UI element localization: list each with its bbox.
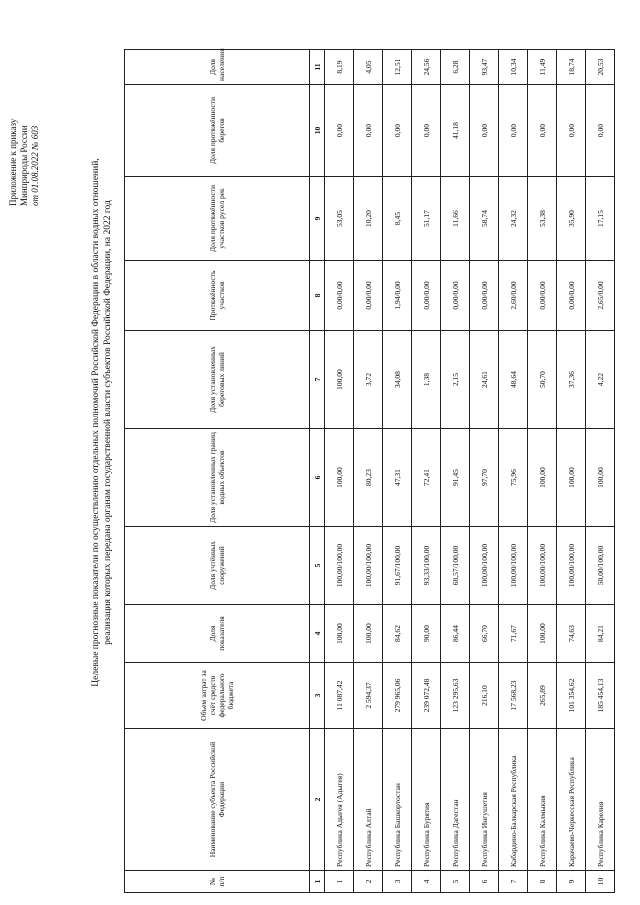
cell-share: 71,67 bbox=[499, 605, 528, 663]
cell-facilities: 100,00/100,00 bbox=[557, 527, 586, 605]
table-row bbox=[383, 50, 412, 893]
cell-bank-share: 0,00 bbox=[557, 85, 586, 177]
table-row bbox=[557, 50, 586, 893]
column-number: 6 bbox=[310, 429, 325, 527]
cell-share: 100,00 bbox=[354, 605, 383, 663]
row-number: 10 bbox=[586, 871, 615, 893]
cell-length: 0,00/0,00 bbox=[354, 261, 383, 331]
appendix-line-1: Приложение к приказу bbox=[8, 118, 18, 206]
appendix-number: 603 bbox=[30, 125, 40, 140]
cell-length: 0,00/0,00 bbox=[412, 261, 441, 331]
row-number: 8 bbox=[528, 871, 557, 893]
column-header: Доля показателя bbox=[125, 605, 310, 663]
row-number: 1 bbox=[325, 871, 354, 893]
appendix-block bbox=[8, 26, 41, 206]
cell-budget: 216,10 bbox=[470, 663, 499, 729]
cell-length: 2,60/0,00 bbox=[499, 261, 528, 331]
column-number: 4 bbox=[310, 605, 325, 663]
cell-population-share: 18,74 bbox=[557, 50, 586, 85]
column-number: 10 bbox=[310, 85, 325, 177]
cell-river-share: 10,20 bbox=[354, 177, 383, 261]
cell-shorelines: 37,36 bbox=[557, 331, 586, 429]
cell-river-share: 17,15 bbox=[586, 177, 615, 261]
column-header: Доля учтённых сооружений bbox=[125, 527, 310, 605]
column-header: № п/п bbox=[125, 871, 310, 893]
column-number: 3 bbox=[310, 663, 325, 729]
cell-population-share: 11,49 bbox=[528, 50, 557, 85]
region-name: Республика Адыгея (Адыгея) bbox=[325, 729, 354, 871]
cell-boundaries: 97,70 bbox=[470, 429, 499, 527]
column-number: 1 bbox=[310, 871, 325, 893]
cell-facilities: 100,00/100,00 bbox=[499, 527, 528, 605]
cell-river-share: 53,05 bbox=[325, 177, 354, 261]
cell-boundaries: 100,00 bbox=[528, 429, 557, 527]
appendix-date-line bbox=[30, 26, 41, 206]
column-header: Доля установленных береговых линий bbox=[125, 331, 310, 429]
cell-population-share: 93,47 bbox=[470, 50, 499, 85]
row-number: 2 bbox=[354, 871, 383, 893]
cell-budget: 265,89 bbox=[528, 663, 557, 729]
cell-facilities: 50,00/100,00 bbox=[586, 527, 615, 605]
cell-facilities: 100,00/100,00 bbox=[470, 527, 499, 605]
cell-budget: 11 087,42 bbox=[325, 663, 354, 729]
table-row bbox=[412, 50, 441, 893]
appendix-line-2: Минприроды России bbox=[19, 125, 29, 206]
column-number: 7 bbox=[310, 331, 325, 429]
cell-bank-share: 0,00 bbox=[383, 85, 412, 177]
cell-share: 84,21 bbox=[586, 605, 615, 663]
cell-river-share: 24,32 bbox=[499, 177, 528, 261]
row-number: 6 bbox=[470, 871, 499, 893]
column-number: 5 bbox=[310, 527, 325, 605]
cell-facilities: 100,00/100,00 bbox=[325, 527, 354, 605]
row-number: 5 bbox=[441, 871, 470, 893]
cell-facilities: 100,00/100,00 bbox=[354, 527, 383, 605]
cell-shorelines: 24,61 bbox=[470, 331, 499, 429]
cell-length: 0,00/0,00 bbox=[557, 261, 586, 331]
document-title bbox=[90, 40, 114, 805]
cell-shorelines: 3,72 bbox=[354, 331, 383, 429]
cell-population-share: 8,19 bbox=[325, 50, 354, 85]
cell-facilities: 93,33/100,00 bbox=[412, 527, 441, 605]
cell-share: 74,63 bbox=[557, 605, 586, 663]
number-prefix: № bbox=[30, 141, 40, 150]
date-prefix: от bbox=[30, 195, 40, 206]
column-header: Протяжённость участков bbox=[125, 261, 310, 331]
table-row bbox=[325, 50, 354, 893]
column-header: Доля установленных границ водных объектов bbox=[125, 429, 310, 527]
cell-share: 66,70 bbox=[470, 605, 499, 663]
cell-shorelines: 100,00 bbox=[325, 331, 354, 429]
cell-length: 0,00/0,00 bbox=[441, 261, 470, 331]
cell-length: 2,65/0,00 bbox=[586, 261, 615, 331]
column-numbering-row bbox=[310, 50, 325, 893]
cell-river-share: 53,38 bbox=[528, 177, 557, 261]
cell-bank-share: 0,00 bbox=[354, 85, 383, 177]
cell-boundaries: 100,00 bbox=[586, 429, 615, 527]
cell-length: 0,00/0,00 bbox=[528, 261, 557, 331]
column-header: Доля протяжённости участков русел рек bbox=[125, 177, 310, 261]
cell-river-share: 58,74 bbox=[470, 177, 499, 261]
appendix-date: 01.08.2022 bbox=[30, 152, 40, 193]
cell-share: 86,44 bbox=[441, 605, 470, 663]
column-header: Объем затрат за счёт средств федерального бюджета bbox=[125, 663, 310, 729]
column-number: 2 bbox=[310, 729, 325, 871]
cell-budget: 2 594,37 bbox=[354, 663, 383, 729]
region-name: Кабардино-Балкарская Республика bbox=[499, 729, 528, 871]
cell-budget: 123 295,63 bbox=[441, 663, 470, 729]
cell-budget: 185 454,13 bbox=[586, 663, 615, 729]
table-row bbox=[441, 50, 470, 893]
cell-shorelines: 34,08 bbox=[383, 331, 412, 429]
cell-river-share: 51,17 bbox=[412, 177, 441, 261]
row-number: 4 bbox=[412, 871, 441, 893]
region-name: Республика Бурятия bbox=[412, 729, 441, 871]
cell-share: 100,00 bbox=[325, 605, 354, 663]
cell-shorelines: 1,38 bbox=[412, 331, 441, 429]
table-row bbox=[499, 50, 528, 893]
cell-shorelines: 50,70 bbox=[528, 331, 557, 429]
table-row bbox=[586, 50, 615, 893]
cell-bank-share: 41,18 bbox=[441, 85, 470, 177]
cell-budget: 101 354,62 bbox=[557, 663, 586, 729]
row-number: 3 bbox=[383, 871, 412, 893]
cell-bank-share: 0,00 bbox=[586, 85, 615, 177]
region-name: Республика Ингушетия bbox=[470, 729, 499, 871]
cell-budget: 17 568,23 bbox=[499, 663, 528, 729]
column-header: Доля населения bbox=[125, 50, 310, 85]
cell-river-share: 35,90 bbox=[557, 177, 586, 261]
region-name: Республика Алтай bbox=[354, 729, 383, 871]
table-row bbox=[470, 50, 499, 893]
cell-boundaries: 75,96 bbox=[499, 429, 528, 527]
cell-shorelines: 4,22 bbox=[586, 331, 615, 429]
column-number: 11 bbox=[310, 50, 325, 85]
cell-bank-share: 0,00 bbox=[499, 85, 528, 177]
cell-boundaries: 80,23 bbox=[354, 429, 383, 527]
cell-length: 1,94/0,00 bbox=[383, 261, 412, 331]
column-header: Наименование субъекта Российской Федерации bbox=[125, 729, 310, 871]
cell-population-share: 24,56 bbox=[412, 50, 441, 85]
column-number: 8 bbox=[310, 261, 325, 331]
cell-length: 0,00/0,00 bbox=[470, 261, 499, 331]
cell-population-share: 20,53 bbox=[586, 50, 615, 85]
title-line-2: реализация которых передана органам государственной власти субъектов Российской Федерации, на 2022 год bbox=[103, 200, 113, 645]
cell-boundaries: 91,45 bbox=[441, 429, 470, 527]
cell-shorelines: 48,64 bbox=[499, 331, 528, 429]
region-name: Республика Башкортостан bbox=[383, 729, 412, 871]
cell-facilities: 100,00/100,00 bbox=[528, 527, 557, 605]
header-row bbox=[125, 50, 310, 893]
indicators-table bbox=[124, 49, 615, 893]
region-name: Республика Калмыкия bbox=[528, 729, 557, 871]
cell-river-share: 8,45 bbox=[383, 177, 412, 261]
cell-boundaries: 100,00 bbox=[557, 429, 586, 527]
row-number: 9 bbox=[557, 871, 586, 893]
cell-bank-share: 0,00 bbox=[325, 85, 354, 177]
cell-population-share: 4,05 bbox=[354, 50, 383, 85]
region-name: Карачаево-Черкесская Республика bbox=[557, 729, 586, 871]
cell-budget: 279 965,06 bbox=[383, 663, 412, 729]
column-number: 9 bbox=[310, 177, 325, 261]
cell-river-share: 11,66 bbox=[441, 177, 470, 261]
cell-facilities: 91,67/100,00 bbox=[383, 527, 412, 605]
table-row bbox=[528, 50, 557, 893]
cell-share: 84,62 bbox=[383, 605, 412, 663]
cell-population-share: 12,51 bbox=[383, 50, 412, 85]
cell-bank-share: 0,00 bbox=[528, 85, 557, 177]
title-line-1: Целевые прогнозные показатели по осуществлению отдельных полномочий Российской Федерации в области водных отношений, bbox=[91, 158, 101, 687]
cell-bank-share: 0,00 bbox=[412, 85, 441, 177]
column-header: Доля протяжённости берегов bbox=[125, 85, 310, 177]
cell-shorelines: 2,15 bbox=[441, 331, 470, 429]
cell-boundaries: 47,31 bbox=[383, 429, 412, 527]
cell-bank-share: 0,00 bbox=[470, 85, 499, 177]
cell-facilities: 68,57/100,00 bbox=[441, 527, 470, 605]
row-number: 7 bbox=[499, 871, 528, 893]
cell-boundaries: 72,41 bbox=[412, 429, 441, 527]
cell-share: 100,00 bbox=[528, 605, 557, 663]
table-row bbox=[354, 50, 383, 893]
cell-budget: 239 072,48 bbox=[412, 663, 441, 729]
cell-share: 90,00 bbox=[412, 605, 441, 663]
region-name: Республика Дагестан bbox=[441, 729, 470, 871]
cell-population-share: 6,28 bbox=[441, 50, 470, 85]
region-name: Республика Карелия bbox=[586, 729, 615, 871]
cell-population-share: 10,34 bbox=[499, 50, 528, 85]
cell-boundaries: 100,00 bbox=[325, 429, 354, 527]
cell-length: 0,00/0,00 bbox=[325, 261, 354, 331]
